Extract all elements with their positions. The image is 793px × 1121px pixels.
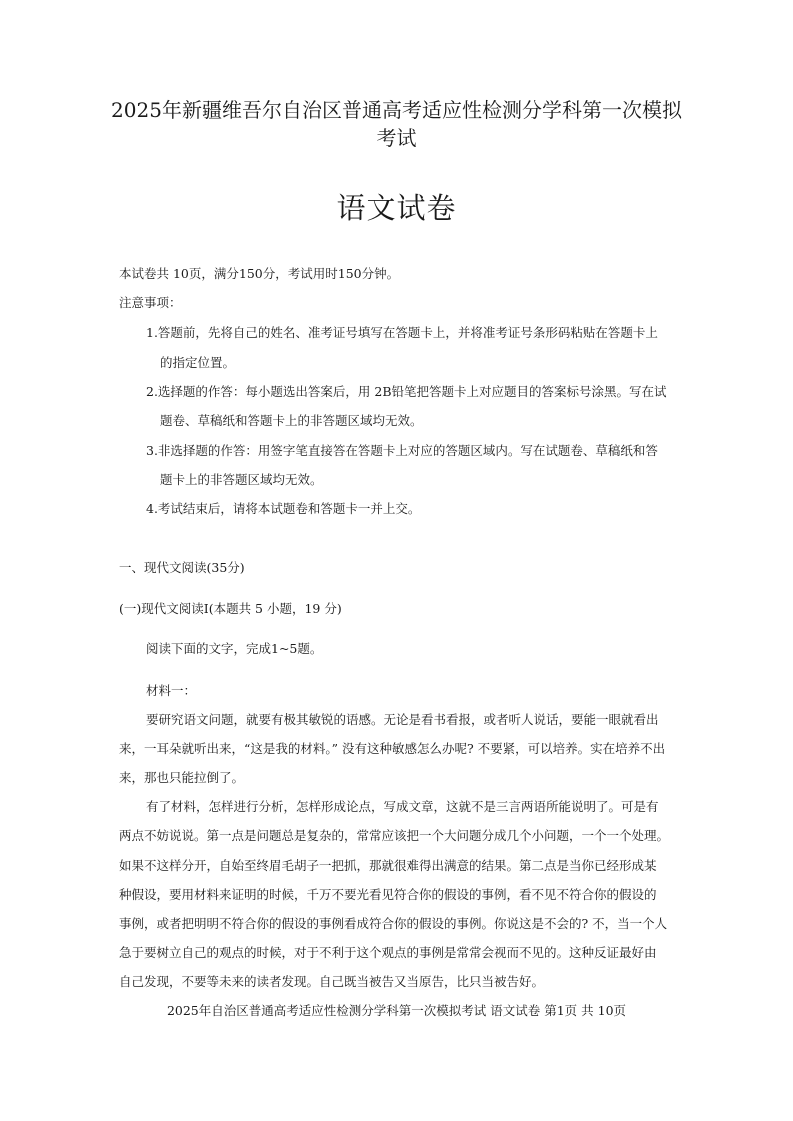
exam-info: 本试卷共 10页，满分150分，考试用时150分钟。 xyxy=(119,266,400,281)
note-line: 4.考试结束后，请将本试题卷和答题卡一并上交。 xyxy=(146,501,421,516)
note-line: 3.非选择题的作答：用签字笔直接答在答题卡上对应的答题区域内。写在试题卷、草稿纸和答 xyxy=(146,443,658,458)
note-line: 2.选择题的作答：每小题选出答案后，用 2B铅笔把答题卡上对应题目的答案标号涂黑。写在试 xyxy=(146,384,667,399)
exam-title: 2025年新疆维吾尔自治区普通高考适应性检测分学科第一次模拟考试 xyxy=(111,98,682,150)
paragraph-line: 急于要树立自己的观点的时候，对于不利于这个观点的事例是常常会视而不见的。这种反证最好由 xyxy=(119,945,657,960)
paragraph-line: 如果不这样分开，自始至终眉毛胡子一把抓，那就很难得出满意的结果。第二点是当你已经形成某 xyxy=(119,858,657,873)
section-heading: 一、现代文阅读(35分) xyxy=(119,560,245,575)
notes-heading: 注意事项： xyxy=(119,295,182,310)
reading-instruction: 阅读下面的文字，完成1~5题。 xyxy=(146,641,323,656)
paragraph-line: 事例，或者把明明不符合你的假设的事例看成符合你的假设的事例。你说这是不会的? 不，当一个人 xyxy=(119,916,668,931)
paragraph-line: 两点不妨说说。第一点是问题总是复杂的，常常应该把一个大问题分成几个小问题，一个一个处理。 xyxy=(119,828,670,843)
note-line: 1.答题前，先将自己的姓名、准考证号填写在答题卡上，并将准考证号条形码粘贴在答题卡上 xyxy=(146,325,658,340)
paragraph-line: 要研究语文问题，就要有极其敏锐的语感。无论是看书看报，或者听人说话，要能一眼就看出 xyxy=(146,712,659,727)
material-label: 材料一： xyxy=(146,683,197,698)
note-line: 的指定位置。 xyxy=(160,355,236,370)
paragraph-line: 有了材料，怎样进行分析，怎样形成论点，写成文章，这就不是三言两语所能说明了。可是有 xyxy=(146,799,659,814)
paragraph-line: 自己发现，不要等未来的读者发现。自己既当被告又当原告，比只当被告好。 xyxy=(119,974,545,989)
subsection-heading: (一)现代文阅读Ⅰ(本题共 5 小题，19 分) xyxy=(119,601,342,616)
paragraph-line: 来，一耳朵就听出来，“这是我的材料。” 没有这种敏感怎么办呢? 不要紧，可以培养。实在培养不出 xyxy=(119,741,666,756)
note-line: 题卡上的非答题区域均无效。 xyxy=(160,472,323,487)
subject-title: 语文试卷 xyxy=(336,191,457,225)
paragraph-line: 种假设，要用材料来证明的时候，千万不要光看见符合你的假设的事例，看不见不符合你的假设的 xyxy=(119,887,657,902)
paragraph-line: 来，那也只能拉倒了。 xyxy=(119,770,245,785)
note-line: 题卷、草稿纸和答题卡上的非答题区域均无效。 xyxy=(160,413,423,428)
page-footer: 2025年自治区普通高考适应性检测分学科第一次模拟考试 语文试卷 第1页 共 10页 xyxy=(166,1003,627,1018)
